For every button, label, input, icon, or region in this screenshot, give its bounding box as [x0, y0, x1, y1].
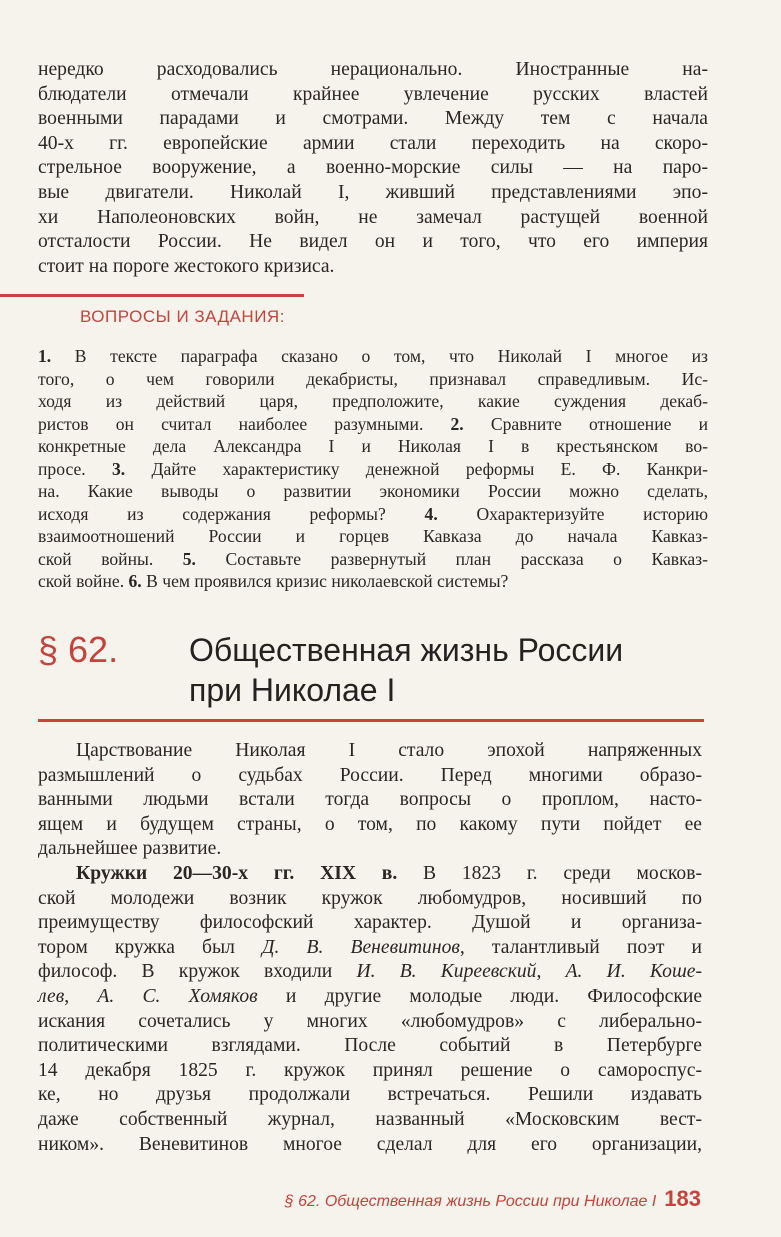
text-run: на. Какие выводы о развитии экономики России можно сделать,: [38, 481, 708, 502]
body-line: [38, 764, 702, 789]
text-run: того, о чем говорили декабристы, признавал справедливым. Ис-: [38, 368, 708, 389]
intro-paragraph: [38, 58, 708, 279]
tasks-heading: ВОПРОСЫ И ЗАДАНИЯ:: [80, 307, 285, 327]
body-line: [38, 1034, 702, 1059]
text-run: дальнейшее развитие.: [38, 838, 222, 860]
text-run: искания сочетались у многих «любомудров» с либерально-: [38, 1010, 702, 1032]
body-line: [38, 985, 702, 1010]
text-run: ке, но друзья продолжали встречаться. Решили издавать: [38, 1084, 702, 1106]
body-line: [38, 1108, 702, 1133]
text-run: Дайте характеристику денежной реформы Е. Ф. Канкри-: [125, 458, 708, 479]
text-run: ской молодежи возник кружок любомудров, носивший по: [38, 887, 702, 909]
text-run: и другие молодые люди. Философские: [257, 985, 703, 1007]
task-line: [38, 570, 708, 593]
body-line: [38, 1083, 702, 1108]
text-run: В 1823 г. среди москов-: [397, 862, 702, 884]
text-run: В тексте параграфа сказано о том, что Николай I многое из: [51, 346, 708, 367]
page-top: [38, 58, 708, 593]
task-line: [38, 345, 708, 368]
italic-run: А. И. Коше-: [565, 961, 702, 983]
text-run: политическими взглядами. После событий в Петербурге: [38, 1035, 702, 1057]
text-run: Составьте развернутый план рассказа о Кавказ-: [195, 548, 708, 569]
text-run: 14 декабря 1825 г. кружок принял решение о самороспус-: [38, 1059, 702, 1081]
text-run: ристов он считал наиболее разумными.: [38, 413, 451, 434]
body-line: [38, 1010, 702, 1035]
body-line: [38, 788, 702, 813]
text-run: ванными людьми встали тогда вопросы о проплом, насто-: [38, 789, 702, 811]
body-line: [38, 862, 702, 887]
text-run: тором кружка был: [38, 936, 263, 958]
intro-line: нередко расходовались нерационально. Иностранные на-: [38, 59, 708, 80]
body-line: [38, 1133, 702, 1158]
body-line: [38, 813, 702, 838]
task-line: [38, 435, 708, 458]
text-run: ской войне.: [38, 571, 129, 592]
section-title-line-1: Общественная жизнь России: [189, 632, 624, 668]
section-body: [38, 739, 702, 1157]
body-line: [38, 837, 702, 862]
intro-line: вые двигатели. Николай I, живший представлениями эпо-: [38, 181, 708, 203]
task-line: [38, 458, 708, 481]
text-run: Сравните отношение и: [463, 413, 708, 434]
body-line: [38, 739, 702, 764]
text-run: преимуществу философский характер. Душой и организа-: [38, 912, 702, 934]
bold-run: 3.: [111, 458, 126, 479]
text-run: философ. В кружок входили: [38, 961, 357, 983]
text-run: ходя из действий царя, предположите, какие суждения декаб-: [38, 391, 708, 412]
bold-run: 1.: [38, 346, 52, 367]
body-line: [38, 887, 702, 912]
intro-line: военными парадами и смотрами. Между тем с начала: [38, 108, 708, 130]
task-line: [38, 548, 708, 571]
text-run: ником». Веневитинов многое сделал для его организации,: [38, 1133, 702, 1155]
text-run: исходя из содержания реформы?: [38, 503, 425, 524]
body-line: [38, 936, 702, 961]
text-run: просе.: [38, 458, 112, 479]
section-number: § 62.: [38, 629, 119, 670]
section-divider: [38, 719, 704, 722]
task-line: [38, 480, 708, 503]
page-number: 183: [664, 1186, 701, 1211]
body-line: [38, 1059, 702, 1084]
task-line: [38, 503, 708, 526]
bold-run: 6.: [128, 571, 142, 592]
body-line: [38, 911, 702, 936]
body-line: [38, 960, 702, 985]
text-run: конкретные дела Александра I и Николая I в крестьянском во-: [38, 436, 708, 457]
text-run: даже собственный журнал, названный «Московским вест-: [38, 1108, 702, 1130]
text-run: ящем и будущем страны, о том, по какому пути пойдет ее: [38, 813, 702, 835]
text-run: размышлений о судьбах России. Перед многими образо-: [38, 764, 702, 786]
section-header: [38, 630, 708, 710]
text-run: Царствование Николая I стало эпохой напряженных: [76, 740, 702, 761]
intro-line: стрельное вооружение, а военно-морские силы — на паро-: [38, 157, 708, 179]
running-title: § 62. Общественная жизнь России при Николае I: [284, 1193, 657, 1210]
text-run: , талантливый поэт и: [459, 936, 702, 958]
italic-run: И. В. Киреевский: [356, 961, 537, 983]
text-run: ,: [536, 961, 566, 983]
intro-line: 40-х гг. европейские армии стали переходить на скоро-: [38, 132, 708, 154]
task-line: [38, 525, 708, 548]
tasks-divider: [0, 294, 304, 297]
intro-line: стоит на пороге жестокого кризиса.: [38, 255, 335, 277]
text-run: взаимоотношений России и горцев Кавказа до начала Кавказ-: [38, 526, 708, 547]
intro-line: блюдатели отмечали крайнее увлечение русских властей: [38, 83, 708, 105]
task-line: [38, 413, 708, 436]
italic-run: А. С. Хомяков: [97, 985, 258, 1007]
text-run: ,: [64, 985, 98, 1007]
bold-run: 4.: [424, 503, 438, 524]
section-title: [189, 630, 623, 710]
text-run: ской войны.: [38, 548, 183, 569]
task-line: [38, 368, 708, 391]
italic-run: Д. В. Веневитинов: [262, 936, 460, 958]
text-run: Охарактеризуйте историю: [437, 503, 708, 524]
intro-line: отсталости России. Не видел он и того, что его империя: [38, 231, 708, 253]
page-footer: [285, 1186, 701, 1215]
italic-run: лев: [38, 985, 65, 1007]
bold-run: Кружки 20—30-х гг. XIX в.: [76, 862, 398, 884]
intro-line: хи Наполеоновских войн, не замечал растущей военной: [38, 206, 708, 228]
task-line: [38, 390, 708, 413]
tasks-list: [38, 345, 708, 593]
section-title-line-2: при Николае I: [189, 672, 396, 708]
text-run: В чем проявился кризис николаевской системы?: [141, 571, 509, 592]
bold-run: 2.: [450, 413, 464, 434]
bold-run: 5.: [182, 548, 196, 569]
